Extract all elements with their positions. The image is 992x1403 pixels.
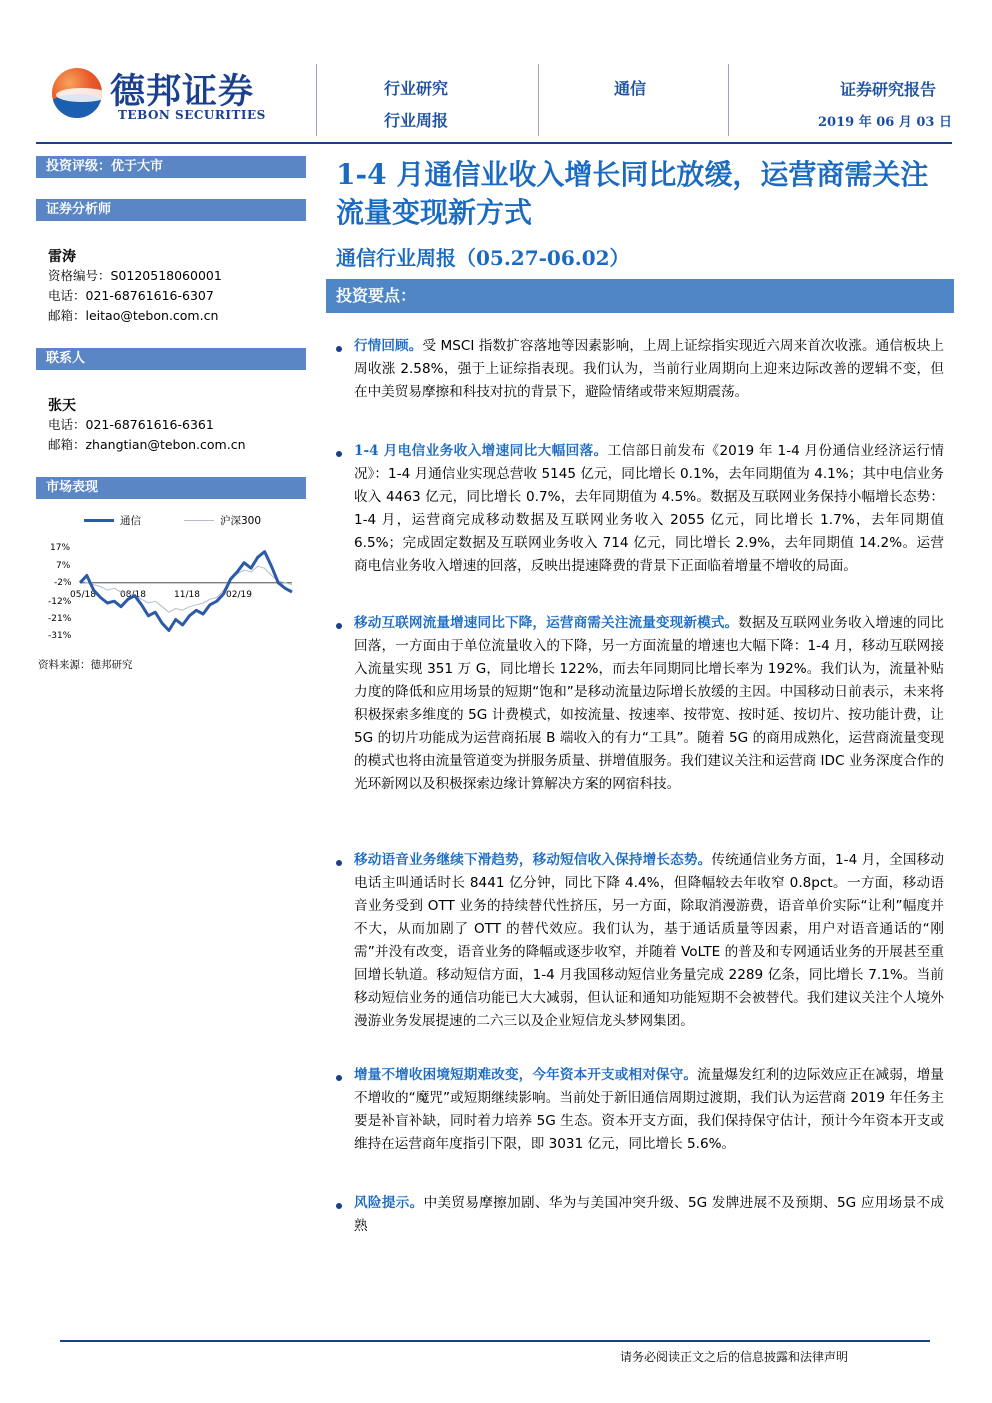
analyst-name: 雷涛 (48, 249, 76, 265)
x-tick-label: 05/18 (70, 590, 96, 600)
rating-bar: 投资评级：优于大市 (36, 156, 306, 178)
bullet-icon (336, 451, 342, 457)
bullet-icon (336, 623, 342, 629)
logo-text-en: TEBON SECURITIES (118, 108, 266, 122)
footer-rule (60, 1340, 930, 1342)
bullet-text: 中美贸易摩擦加剧、华为与美国冲突升级、5G 发牌进展不及预期、5G 应用场景不成熟 (354, 1195, 944, 1234)
y-tick-label: 7% (56, 561, 71, 571)
bullet-icon (336, 1075, 342, 1081)
contact-name: 张天 (48, 398, 76, 414)
x-tick-label: 02/19 (226, 590, 252, 600)
bullet-text: 传统通信业务方面，1-4 月，全国移动电话主叫通话时长 8441 亿分钟，同比下降 4.4%，但降幅较去年收窄 0.8pct。一方面，移动语音业务受到 OTT 业务的持续替代性挤压，另一方面，除取消漫游费，语音单价实际“让利”幅度并不大，从而加剧了 OTT 的替代效应。我们认为，基于通话质量等因素，用户对语音通话的“刚需”并没有改变，语音业务的降幅或逐步收窄，并随着 VoLTE 的普及和专网通话业务的开展甚至重回增长轨道。移动短信方面，1-4 月我国移动短信业务量完成 2289 亿条，同比增长 7.1%。当前移动短信业务的通信功能已大大减弱，但认证和通知功能短期不会被替代。我们建议关注个人境外漫游业务发展提速的二六三以及企业短信龙头梦网集团。 (354, 852, 944, 1029)
bullet-telecom-revenue (354, 440, 944, 578)
bullet-lead: 移动互联网流量增速同比下降，运营商需关注流量变现新模式。 (354, 615, 739, 631)
y-tick-label: -2% (54, 578, 72, 588)
bullet-text: 工信部日前发布《2019 年 1-4 月份通信业经济运行情况》：1-4 月通信业实现总营收 5145 亿元，同比增长 0.1%，去年同期值为 4.1%；其中电信业务收入 4463 亿元，同比增长 0.7%，去年同期值为 4.5%。数据及互联网业务保持小幅增长态势：1-4 月，运营商完成移动数据及互联网业务收入 2055 亿元，同比增长 1.7%，去年同期值 6.5%；完成固定数据及互联网业务收入 714 亿元，同比增长 2.9%，去年同期值 14.2%。运营商电信业务收入增速的回落，反映出提速降费的背景下正面临着增量不增收的局面。 (354, 443, 944, 574)
source-note: 资料来源：德邦研究 (38, 659, 133, 671)
x-tick-label: 08/18 (120, 590, 146, 600)
bullet-lead: 1-4 月电信业务收入增速同比大幅回落。 (354, 443, 608, 459)
bullet-icon (336, 346, 342, 352)
header-date: 2019 年 06 月 03 日 (818, 115, 952, 130)
bullet-market-review (354, 335, 944, 404)
contact-email[interactable]: 邮箱：zhangtian@tebon.com.cn (48, 437, 246, 452)
bullet-risk (354, 1192, 944, 1238)
analyst-email[interactable]: 邮箱：leitao@tebon.com.cn (48, 308, 219, 323)
logo-text-cn: 德邦证券 (110, 71, 255, 112)
bullet-lead: 移动语音业务继续下滑趋势，移动短信收入保持增长态势。 (354, 852, 712, 868)
series-line-hs300 (80, 566, 292, 612)
bullet-lead: 风险提示。 (354, 1195, 424, 1211)
analyst-phone: 电话：021-68761616-6307 (48, 288, 214, 303)
series-line-telecom (80, 552, 292, 631)
report-title: 1-4 月通信业收入增长同比放缓，运营商需关注流量变现新方式 (336, 158, 929, 229)
contact-phone: 电话：021-68761616-6361 (48, 417, 214, 432)
header-report-type: 证券研究报告 (840, 80, 937, 99)
market-bar: 市场表现 (36, 477, 306, 499)
bullet-text: 数据及互联网业务收入增速的同比回落，一方面由于单位流量收入的下降，另一方面流量的增速也大幅下降：1-4 月，移动互联网接入流量实现 351 万 G，同比增长 122%，而去年同期同比增长率为 192%。我们认为，流量补贴力度的降低和应用场景的短期“饱和”是移动流量边际增长放缓的主因。中国移动日前表示，未来将积极探索多维度的 5G 计费模式，如按流量、按速率、按带宽、按时延、按切片、按功能计费，让 5G 的切片功能成为运营商拓展 B 端收入的有力“工具”。随着 5G 的商用成熟化，运营商流量变现的模式也将由流量管道变为拼服务质量、拼增值服务。我们建议关注和运营商 IDC 业务深度合作的光环新网以及积极探索边缘计算解决方案的网宿科技。 (354, 615, 945, 792)
header-industry: 通信 (614, 79, 647, 98)
bullet-lead: 行情回顾。 (354, 338, 423, 354)
x-tick-label: 11/18 (174, 590, 200, 600)
header-category-1: 行业研究 (384, 79, 449, 98)
header-divider (538, 64, 539, 136)
bullet-icon (336, 1203, 342, 1209)
legend-label-telecom: 通信 (120, 515, 141, 527)
bullet-lead: 增量不增收困境短期难改变，今年资本开支或相对保守。 (354, 1067, 698, 1083)
header-category-2: 行业周报 (384, 111, 449, 130)
bullet-capex (354, 1064, 944, 1156)
bullet-text: 流量爆发红利的边际效应正在减弱，增量不增收的“魔咒”或短期继续影响。当前处于新旧通信周期过渡期，我们认为运营商 2019 年任务主要是补盲补缺，同时着力培养 5G 生态。资本开支方面，我们保持保守估计，预计今年资本开支或维持在运营商年度指引下限，即 3031 亿元，同比增长 5.6%。 (354, 1067, 945, 1152)
key-points-bar: 投资要点： (326, 279, 954, 313)
bullet-text: 受 MSCI 指数扩容落地等因素影响，上周上证综指实现近六周来首次收涨。通信板块上周收涨 2.58%，强于上证综指表现。我们认为，当前行业周期向上迎来边际改善的逻辑不变，但在中美贸易摩擦和科技对抗的背景下，避险情绪或带来短期震荡。 (354, 338, 945, 400)
market-chart (0, 0, 320, 660)
bullet-voice-sms (354, 849, 944, 1033)
y-tick-label: -21% (48, 614, 72, 624)
analyst-bar: 证券分析师 (36, 199, 306, 221)
analyst-cert: 资格编号：S0120518060001 (48, 268, 222, 283)
contact-bar: 联系人 (36, 348, 306, 370)
y-tick-label: -31% (48, 631, 72, 641)
y-tick-label: 17% (50, 543, 71, 553)
bullet-mobile-traffic (354, 612, 944, 796)
header-divider (728, 64, 729, 136)
bullet-icon (336, 860, 342, 866)
y-tick-label: -12% (48, 597, 72, 607)
footer-notice: 请务必阅读正文之后的信息披露和法律声明 (620, 1350, 849, 1364)
legend-label-hs300: 沪深300 (220, 515, 262, 527)
report-subtitle: 通信行业周报（05.27-06.02） (336, 246, 630, 270)
